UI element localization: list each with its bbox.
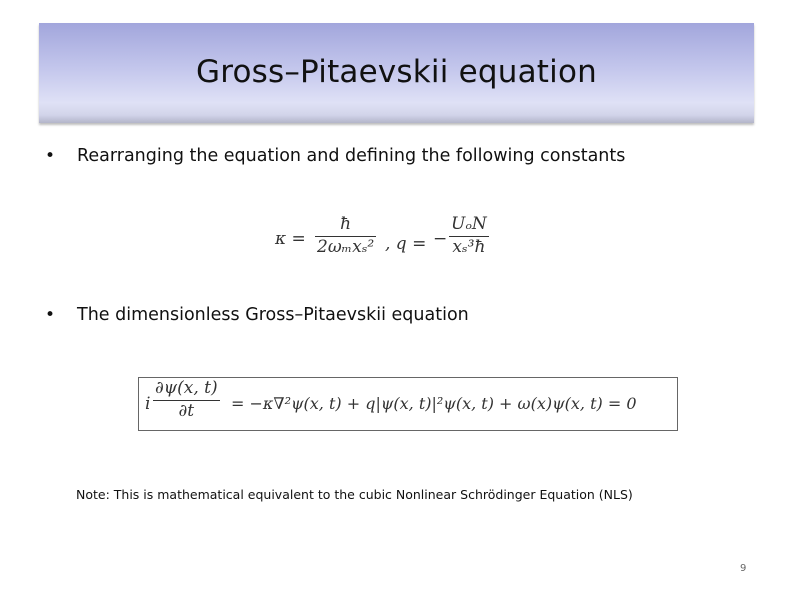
bullet-text: The dimensionless Gross–Pitaevskii equation	[77, 305, 469, 325]
q-denominator: xₛ³ħ	[452, 236, 486, 257]
bullet-dimensionless	[45, 305, 469, 325]
page-number: 9	[740, 563, 747, 574]
slide-title: Gross–Pitaevskii equation	[195, 54, 597, 90]
title-bar	[39, 23, 754, 123]
gp-equation-box	[138, 377, 678, 431]
nls-note: Note: This is mathematical equivalent to the cubic Nonlinear Schrödinger Equation (NLS)	[76, 487, 633, 502]
kappa-fraction	[315, 216, 376, 257]
time-derivative-denominator: ∂t	[178, 400, 195, 421]
kappa-numerator: ħ	[340, 214, 352, 234]
kappa-lhs: κ =	[275, 229, 306, 249]
time-derivative-fraction	[153, 380, 220, 421]
q-fraction	[449, 216, 489, 257]
q-minus: −	[433, 229, 448, 249]
bullet-icon: •	[45, 305, 56, 325]
bullet-icon: •	[45, 146, 56, 166]
kappa-denominator: 2ωₘxₛ²	[317, 236, 375, 257]
imaginary-unit: i	[145, 394, 151, 414]
bullet-constants	[45, 146, 625, 166]
gp-equation-rhs: = −κ∇²ψ(x, t) + q|ψ(x, t)|²ψ(x, t) + ω(x)ψ(x, t) = 0	[231, 394, 637, 413]
q-lhs: , q =	[385, 234, 427, 254]
q-numerator: UₒN	[451, 214, 487, 234]
bullet-text: Rearranging the equation and defining the following constants	[77, 146, 626, 166]
constants-equation	[273, 212, 503, 266]
time-derivative-numerator: ∂ψ(x, t)	[155, 378, 218, 398]
